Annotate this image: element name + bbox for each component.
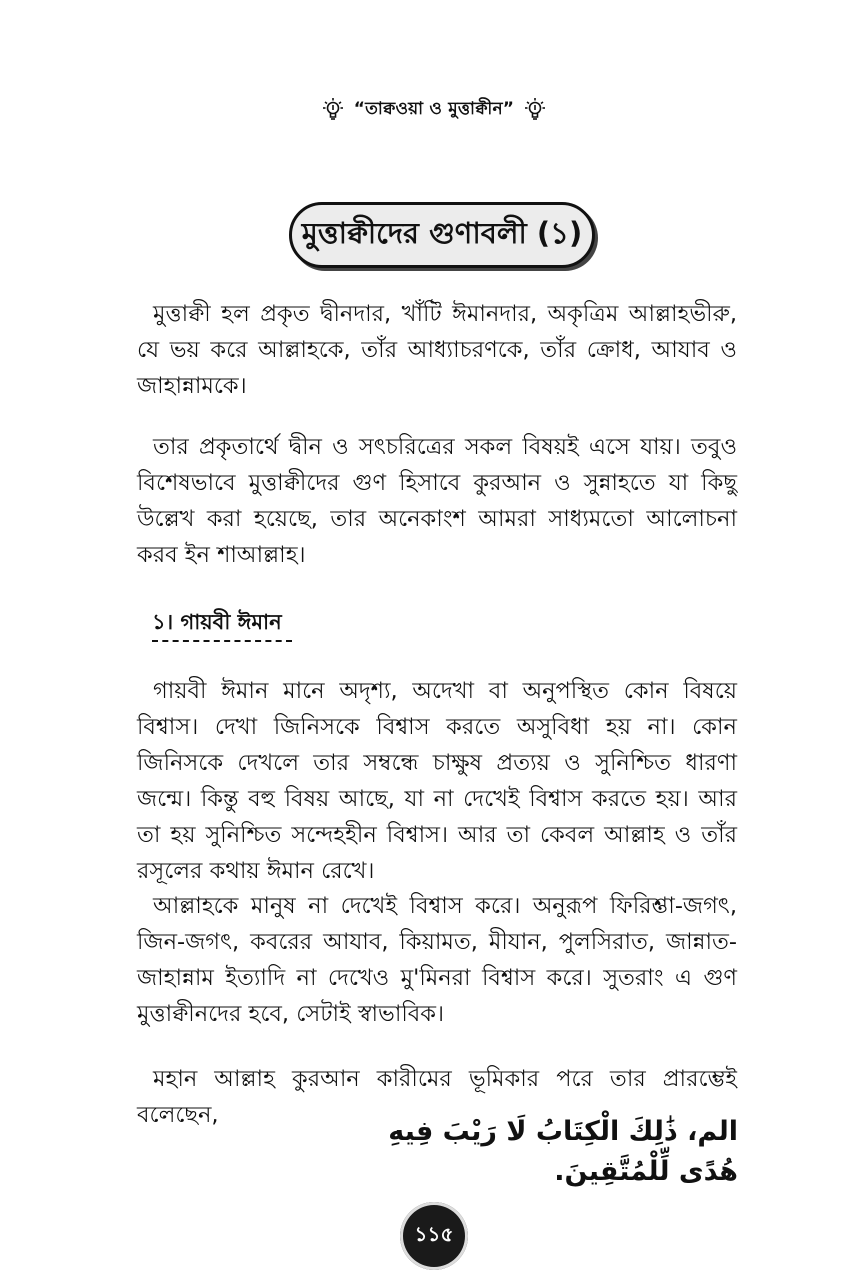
lightbulb-icon (322, 96, 344, 124)
subheading: ১। গায়বী ঈমান (152, 610, 282, 634)
subheading-underline (152, 640, 292, 642)
chapter-title: মুত্তাক্বীদের গুণাবলী (১) (301, 215, 583, 250)
paragraph: আল্লাহকে মানুষ না দেখেই বিশ্বাস করে। অনুরূপ ফিরিশ্তা-জগৎ, জিন-জগৎ, কবরের আযাব, কিয়ামত, মীযান, পুলসিরাত, জান্নাত-জাহান্নাম ইত্যাদি না দেখেও মু'মিনরা বিশ্বাস করে। সুতরাং এ গুণ মুত্তাক্বীনদের হবে, সেটাই স্বাভাবিক। (137, 893, 737, 1027)
paragraph: গায়বী ঈমান মানে অদৃশ্য, অদেখা বা অনুপস্থিত কোন বিষয়ে বিশ্বাস। দেখা জিনিসকে বিশ্বাস করতে অসুবিধা হয় না। কোন জিনিসকে দেখলে তার সম্বন্ধে চাক্ষুষ প্রত্যয় ও সুনিশ্চিত ধারণা জন্মে। কিন্তু বহু বিষয় আছে, যা না দেখেই বিশ্বাস করতে হয়। আর তা হয় সুনিশ্চিত সন্দেহহীন বিশ্বাস। আর তা কেবল আল্লাহ ও তাঁর রসূলের কথায় ঈমান রেখে। (137, 678, 737, 884)
paragraph: মুত্তাক্বী হল প্রকৃত দ্বীনদার, খাঁটি ঈমানদার, অকৃত্রিম আল্লাহভীরু, যে ভয় করে আল্লাহকে, তাঁর আধ্যাচরণকে, তাঁর ক্রোধ, আযাব ও জাহান্নামকে। (137, 301, 737, 399)
chapter-title-box (289, 202, 595, 268)
lightbulb-icon (524, 96, 546, 124)
page-number-badge (400, 1202, 468, 1270)
running-header (0, 96, 868, 124)
arabic-verse: الم، ذَٰلِكَ الْكِتَابُ لَا رَيْبَ فِيهِ هُدًى لِّلْمُتَّقِينَ. (388, 1116, 738, 1187)
header-title: “তাক্বওয়া ও মুত্তাক্বীন” (353, 99, 515, 119)
paragraph: মহান আল্লাহ কুরআন কারীমের ভূমিকার পরে তার প্রারম্ভেই বলেছেন, (137, 1066, 737, 1128)
paragraph: তার প্রকৃতার্থে দ্বীন ও সৎচরিত্রের সকল বিষয়ই এসে যায়। তবুও বিশেষভাবে মুত্তাক্বীদের গুণ হিসাবে কুরআন ও সুন্নাহতে যা কিছু উল্লেখ করা হয়েছে, তার অনেকাংশ আমরা সাধ্যমতো আলোচনা করব ইন শাআল্লাহ। (137, 434, 737, 568)
page-number: ১১৫ (414, 1221, 454, 1246)
